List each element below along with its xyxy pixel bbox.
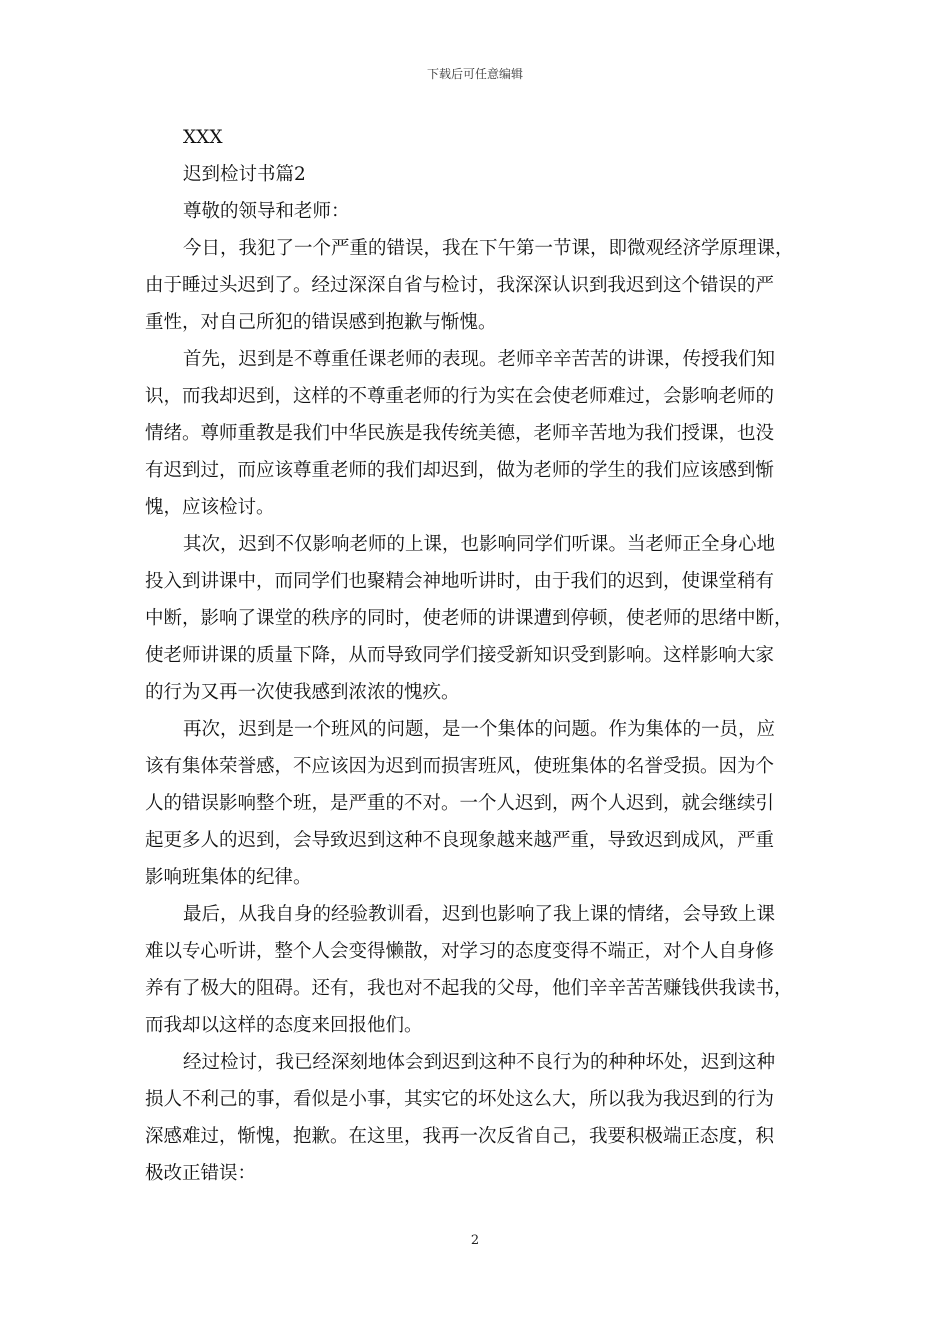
text-line: 尊敬的领导和老师： (183, 201, 350, 222)
text-line: 再次，迟到是一个班风的问题，是一个集体的问题。作为集体的一员，应 (183, 719, 776, 740)
text-line: 识，而我却迟到，这样的不尊重老师的行为实在会使老师难过，会影响老师的 (145, 386, 775, 407)
text-line: 使老师讲课的质量下降，从而导致同学们接受新知识受到影响。这样影响大家 (145, 645, 775, 666)
text-line: 首先，迟到是不尊重任课老师的表现。老师辛辛苦苦的讲课，传授我们知 (183, 349, 776, 370)
text-line: 的行为又再一次使我感到浓浓的愧疚。 (145, 682, 460, 703)
text-line: 其次，迟到不仅影响老师的上课，也影响同学们听课。当老师正全身心地 (183, 534, 776, 555)
text-line: 重性，对自己所犯的错误感到抱歉与惭愧。 (145, 312, 497, 333)
text-line: 影响班集体的纪律。 (145, 867, 312, 888)
text-line: 由于睡过头迟到了。经过深深自省与检讨，我深深认识到我迟到这个错误的严 (145, 275, 775, 296)
text-line: 中断，影响了课堂的秩序的同时，使老师的讲课遭到停顿，使老师的思绪中断， (145, 608, 793, 629)
text-line: 而我却以这样的态度来回报他们。 (145, 1015, 423, 1036)
text-line: 投入到讲课中，而同学们也聚精会神地听讲时，由于我们的迟到，使课堂稍有 (145, 571, 775, 592)
page-number: 2 (470, 1233, 480, 1248)
text-line: 该有集体荣誉感，不应该因为迟到而损害班风，使班集体的名誉受损。因为个 (145, 756, 775, 777)
text-line: 极改正错误： (145, 1163, 257, 1184)
text-line: 养有了极大的阻碍。还有，我也对不起我的父母，他们辛辛苦苦赚钱供我读书， (145, 978, 793, 999)
text-line: 今日，我犯了一个严重的错误，我在下午第一节课，即微观经济学原理课， (183, 238, 794, 259)
text-line: 难以专心听讲，整个人会变得懒散，对学习的态度变得不端正，对个人自身修 (145, 941, 775, 962)
text-line: 损人不利己的事，看似是小事，其实它的坏处这么大，所以我为我迟到的行为 (145, 1089, 775, 1110)
text-line: 愧，应该检讨。 (145, 497, 275, 518)
page-header-note: 下载后可任意编辑 (426, 67, 523, 81)
text-line: 情绪。尊师重教是我们中华民族是我传统美德，老师辛苦地为我们授课，也没 (145, 423, 775, 444)
text-line: 有迟到过，而应该尊重老师的我们却迟到，做为老师的学生的我们应该感到惭 (145, 460, 775, 481)
text-line: 最后，从我自身的经验教训看，迟到也影响了我上课的情绪，会导致上课 (183, 904, 776, 925)
text-line: 人的错误影响整个班，是严重的不对。一个人迟到，两个人迟到，就会继续引 (145, 793, 775, 814)
text-line: 经过检讨，我已经深刻地体会到迟到这种不良行为的种种坏处，迟到这种 (183, 1052, 776, 1073)
document-body (145, 119, 810, 1192)
text-line: 起更多人的迟到，会导致迟到这种不良现象越来越严重，导致迟到成风，严重 (145, 830, 775, 851)
text-line: 深感难过，惭愧，抱歉。在这里，我再一次反省自己，我要积极端正态度，积 (145, 1126, 775, 1147)
text-line: XXX (183, 127, 223, 148)
text-line: 迟到检讨书篇2 (183, 164, 306, 185)
